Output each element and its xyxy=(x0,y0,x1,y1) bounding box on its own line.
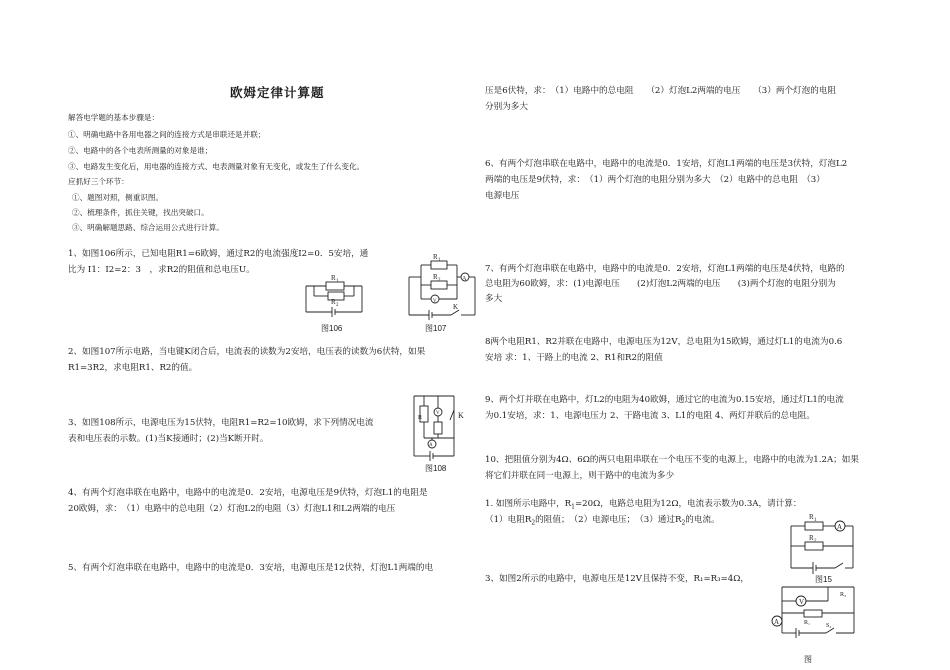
question-5-line-2: 压是6伏特，求： （1）电路中的总电阻 （2）灯泡L2两端的电压 （3）两个灯泡的电阻 xyxy=(485,86,837,96)
svg-text:A: A xyxy=(837,523,843,531)
question-6-line-2: 两端的电压是9伏特，求： （1）两个灯泡的电阻分别为多大 （2）电路中的总电阻 （3） xyxy=(485,175,825,185)
question-8-line-2: 安培 求：1、干路上的电流 2、R1和R2的阻值 xyxy=(485,353,663,363)
question-9-line-1: 9、两个灯并联在电路中，灯L2的电阻为40欧姆，通过它的电流为0.15安培，通过灯L1的电流 xyxy=(485,395,844,405)
step-2: ②、电路中的各个电表所测量的对象是谁； xyxy=(68,146,213,155)
svg-text:A: A xyxy=(462,276,467,282)
question-7-line-3: 多大 xyxy=(485,294,503,304)
svg-text:R₁: R₁ xyxy=(804,620,811,626)
svg-text:R: R xyxy=(418,415,423,421)
links-intro: 应抓好三个环节： xyxy=(68,177,129,186)
svg-text:V: V xyxy=(433,299,437,304)
link-2: ②、梳理条件，抓住关键，找出突破口。 xyxy=(72,208,209,217)
svg-text:K: K xyxy=(458,411,464,420)
question-2-line-1: 2、如图107所示电路，当电键K闭合后，电流表的读数为2安培，电压表的读数为6伏特，如果 xyxy=(68,347,426,357)
svg-text:2: 2 xyxy=(814,539,817,544)
circuit-figure-108 xyxy=(408,390,468,465)
question-3-line-1: 3、如图108所示，电源电压为15伏特，电阻R1=R2=10欧姆，求下列情况电流 xyxy=(68,418,374,428)
bonus-1-line-1: 1. 如图所示电路中，$R_1=20\Omega$，电路总电阻为12Ω，电流表示数为0.3A，请计算： xyxy=(485,499,802,511)
svg-text:R: R xyxy=(433,253,438,261)
svg-text:2: 2 xyxy=(438,278,441,283)
svg-text:S₂: S₂ xyxy=(826,623,832,629)
link-3: ③、明确解题思路、综合运用公式进行计算。 xyxy=(72,223,224,232)
question-5-line-1: 5、有两个灯泡串联在电路中，电路中的电流是0．3安培，电源电压是12伏特，灯泡L1两端的电 xyxy=(68,563,434,573)
svg-text:1: 1 xyxy=(336,279,339,284)
circuit-figure-2 xyxy=(770,583,865,641)
question-6-line-1: 6、有两个灯泡串联在电路中，电路中的电流是0．1安培，灯泡L1两端的电压是3伏特，灯泡L2 xyxy=(485,159,848,169)
svg-text:R₃: R₃ xyxy=(840,592,847,598)
svg-text:1: 1 xyxy=(814,518,817,523)
question-10-line-1: 10、把阻值分别为4Ω、6Ω的两只电阻串联在一个电压不变的电源上，电路中的电流为1.2A；如果 xyxy=(485,455,859,465)
figure-107-caption: 图107 xyxy=(425,324,447,333)
figure-15-caption: 图15 xyxy=(815,575,832,584)
svg-text:1: 1 xyxy=(438,258,441,263)
svg-text:A: A xyxy=(774,618,780,626)
svg-text:R: R xyxy=(433,273,438,281)
question-1-line-1: 1、如图106所示，已知电阻R1=6欧姆，通过R2的电流强度I2=0．5安培，通 xyxy=(68,249,369,259)
svg-text:V: V xyxy=(436,411,440,416)
question-6-line-3: 电源电压 xyxy=(485,191,520,201)
question-9-line-2: 为0.1安培，求：1、电源电压力 2、干路电流 3、L1的电阻 4、两灯并联后的总电阻。 xyxy=(485,411,815,421)
question-7-line-2: 总电阻为60欧姆，求：(1)电源电压 (2)灯泡L2两端的电压 (3)两个灯泡的电阻分别为 xyxy=(485,279,836,289)
link-1: ①、题图对照，侧重识图。 xyxy=(72,193,164,202)
step-1: ①、明确电路中各用电器之间的连接方式是串联还是并联； xyxy=(68,130,266,139)
svg-text:R: R xyxy=(331,274,336,282)
figure-108-caption: 图108 xyxy=(425,464,447,473)
question-8-line-1: 8两个电阻R1、R2并联在电路中，电源电压为12V，总电阻为15欧姆，通过灯L1的电流为0.6 xyxy=(485,337,843,347)
question-2-line-2: R1=3R2，求电阻R1、R2的值。 xyxy=(68,363,198,373)
question-5-line-3: 分别为多大 xyxy=(485,102,528,112)
figure-2-caption: 图 xyxy=(804,655,812,664)
figure-106-caption: 图106 xyxy=(321,324,343,333)
step-3: ③、电路发生变化后，用电器的连接方式、电表测量对象有无变化，或发生了什么变化。 xyxy=(68,162,365,171)
question-4-line-1: 4、有两个灯泡串联在电路中，电路中的电流是0．2安培，电源电压是9伏特，灯泡L1的电阻是 xyxy=(68,488,428,498)
svg-text:R: R xyxy=(809,534,814,542)
svg-text:R: R xyxy=(809,513,814,521)
svg-text:2: 2 xyxy=(336,303,339,308)
svg-text:R: R xyxy=(331,298,336,306)
steps-intro: 解答电学题的基本步骤是： xyxy=(68,113,160,122)
svg-text:K: K xyxy=(453,303,459,311)
circuit-figure-15 xyxy=(785,510,865,578)
question-1-line-2: 比为 I1：I2=2：3 ，求R2的阻值和总电压U。 xyxy=(68,265,255,275)
page-title: 欧姆定律计算题 xyxy=(230,85,325,100)
question-10-line-2: 将它们并联在同一电源上，则干路中的电流为多少 xyxy=(485,471,675,481)
bonus-3-line-1: 3、如图2所示的电路中，电源电压是12V且保持不变，R₁=R₃=4Ω， xyxy=(485,574,749,584)
bonus-1-line-2: （1）电阻$R_2$的阻值； （2）电源电压； （3）通过$R_2$的电流。 xyxy=(485,515,720,527)
circuit-figure-107 xyxy=(405,255,480,325)
svg-text:V: V xyxy=(799,598,805,606)
svg-text:A: A xyxy=(429,443,433,448)
question-3-line-2: 表和电压表的示数。(1)当K接通时；(2)当K断开时。 xyxy=(68,434,269,444)
question-7-line-1: 7、有两个灯泡串联在电路中，电路中的电流是0．2安培，灯泡L1两端的电压是4伏特，电路的 xyxy=(485,264,845,274)
question-4-line-2: 20欧姆，求： （1）电路中的总电阻（2）灯泡L2的电阻（3）灯泡L1和L2两端的电压 xyxy=(68,504,396,514)
